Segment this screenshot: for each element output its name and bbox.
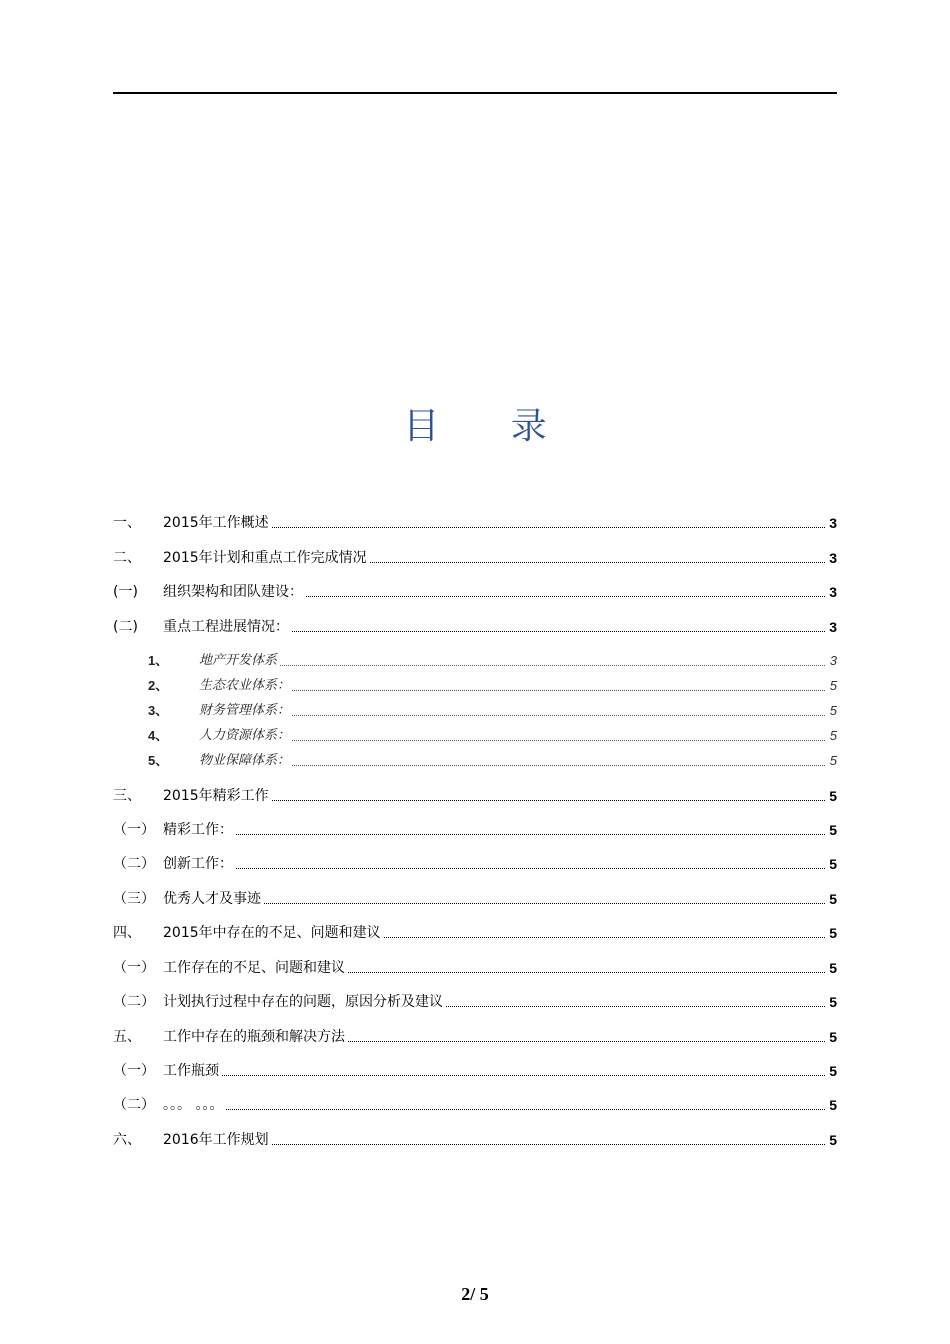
toc-entry-number: （一）: [113, 822, 155, 838]
toc-entry-page: 5: [829, 925, 837, 941]
toc-entry-title[interactable]: 。。。 。。。: [163, 1097, 224, 1113]
toc-leader-dots: [199, 715, 825, 716]
toc-entry[interactable]: [113, 819, 837, 839]
toc-entry-page: 5: [829, 753, 837, 768]
toc-leader-dots: [163, 834, 825, 835]
toc-entry[interactable]: [113, 853, 837, 873]
toc-entry-page: 5: [829, 728, 837, 743]
toc-entry-title[interactable]: 2016年工作规划: [163, 1132, 269, 1148]
toc-entry-page: 5: [829, 1029, 837, 1045]
toc-entry-page: 5: [829, 994, 837, 1010]
toc-leader-dots: [163, 1109, 825, 1110]
toc-entry[interactable]: [113, 888, 837, 908]
toc-entry-page: 3: [829, 653, 837, 668]
toc-entry-title[interactable]: 优秀人才及事迹: [163, 891, 261, 907]
toc-entry-title[interactable]: 组织架构和团队建设：: [163, 584, 303, 600]
toc-entry[interactable]: [113, 750, 837, 770]
toc-entry[interactable]: [113, 922, 837, 942]
toc-entry-number: （一）: [113, 960, 155, 976]
toc-entry[interactable]: [113, 650, 837, 670]
page-number: 2/ 5: [461, 1284, 489, 1304]
toc-entry-title[interactable]: 创新工作：: [163, 856, 233, 872]
toc-entry-number: 4、: [148, 728, 169, 743]
toc-entry-page: 5: [829, 960, 837, 976]
toc-entry-title[interactable]: 计划执行过程中存在的问题，原因分析及建议: [163, 994, 443, 1010]
toc-entry-page: 5: [829, 856, 837, 872]
toc-entry-number: 3、: [148, 703, 169, 718]
toc-entry-page: 3: [829, 584, 837, 600]
toc-entry[interactable]: [113, 957, 837, 977]
toc-leader-dots: [163, 868, 825, 869]
toc-entry[interactable]: [113, 991, 837, 1011]
toc-entry-number: （一）: [113, 1063, 155, 1079]
toc-leader-dots: [163, 1075, 825, 1076]
toc-entry-title[interactable]: 工作中存在的瓶颈和解决方法: [163, 1029, 345, 1045]
toc-entry[interactable]: [113, 700, 837, 720]
toc-entry-number: 五、: [113, 1029, 141, 1045]
toc-entry-page: 3: [829, 515, 837, 531]
toc-entry-title[interactable]: 精彩工作：: [163, 822, 233, 838]
toc-entry-page: 5: [829, 678, 837, 693]
toc-entry[interactable]: [113, 1060, 837, 1080]
toc-entry-page: 5: [829, 1063, 837, 1079]
toc-entry-title[interactable]: 财务管理体系：: [199, 703, 291, 718]
header-rule: [113, 92, 837, 94]
toc-entry-number: 5、: [148, 753, 169, 768]
toc-entry-number: 三、: [113, 788, 141, 804]
toc-entry-page: 5: [829, 822, 837, 838]
toc-entry-page: 5: [829, 891, 837, 907]
toc-entry-title[interactable]: 工作瓶颈: [163, 1063, 219, 1079]
toc-entry[interactable]: [113, 581, 837, 601]
toc-leader-dots: [199, 690, 825, 691]
toc-entry-number: 2、: [148, 678, 169, 693]
toc-entry-page: 5: [829, 1132, 837, 1148]
toc-entry[interactable]: [113, 1094, 837, 1114]
toc-entry-title[interactable]: 人力资源体系：: [199, 728, 291, 743]
toc-entry-number: （二）: [113, 1097, 155, 1113]
toc-entry[interactable]: [113, 547, 837, 567]
toc-entry-title[interactable]: 重点工程进展情况：: [163, 619, 289, 635]
toc-entry[interactable]: [113, 1129, 837, 1149]
toc-entry[interactable]: [113, 725, 837, 745]
toc-entry-number: (二): [113, 619, 138, 635]
toc-entry-number: （二）: [113, 856, 155, 872]
toc-leader-dots: [199, 740, 825, 741]
toc-entry-number: （二）: [113, 994, 155, 1010]
toc-entry-title[interactable]: 2015年中存在的不足、问题和建议: [163, 925, 381, 941]
toc-leader-dots: [199, 665, 825, 666]
toc-entry-title[interactable]: 地产开发体系: [199, 653, 278, 668]
toc-entry-page: 5: [829, 1097, 837, 1113]
toc-entry-title[interactable]: 生态农业体系：: [199, 678, 291, 693]
toc-entry-number: 四、: [113, 925, 141, 941]
toc-entry-number: （三）: [113, 891, 155, 907]
toc-entry-page: 3: [829, 619, 837, 635]
toc-entry-title[interactable]: 2015年精彩工作: [163, 788, 269, 804]
toc-entry-page: 3: [829, 550, 837, 566]
toc-title: 目 录: [403, 406, 577, 447]
toc-entry-number: 六、: [113, 1132, 141, 1148]
toc-entry-page: 5: [829, 703, 837, 718]
toc-entry-number: 1、: [148, 653, 169, 668]
toc-entry[interactable]: [113, 512, 837, 532]
toc-entry-number: (一): [113, 584, 138, 600]
toc-entry-title[interactable]: 工作存在的不足、问题和建议: [163, 960, 345, 976]
toc-entry-number: 一、: [113, 515, 141, 531]
toc-entry-number: 二、: [113, 550, 141, 566]
toc-entry-title[interactable]: 2015年计划和重点工作完成情况: [163, 550, 367, 566]
toc-entry-page: 5: [829, 788, 837, 804]
toc-entry-title[interactable]: 物业保障体系：: [199, 753, 291, 768]
toc-entry-title[interactable]: 2015年工作概述: [163, 515, 269, 531]
toc-entry[interactable]: [113, 785, 837, 805]
toc-entry[interactable]: [113, 1026, 837, 1046]
toc-leader-dots: [199, 765, 825, 766]
toc-entry[interactable]: [113, 675, 837, 695]
toc-entry[interactable]: [113, 616, 837, 636]
